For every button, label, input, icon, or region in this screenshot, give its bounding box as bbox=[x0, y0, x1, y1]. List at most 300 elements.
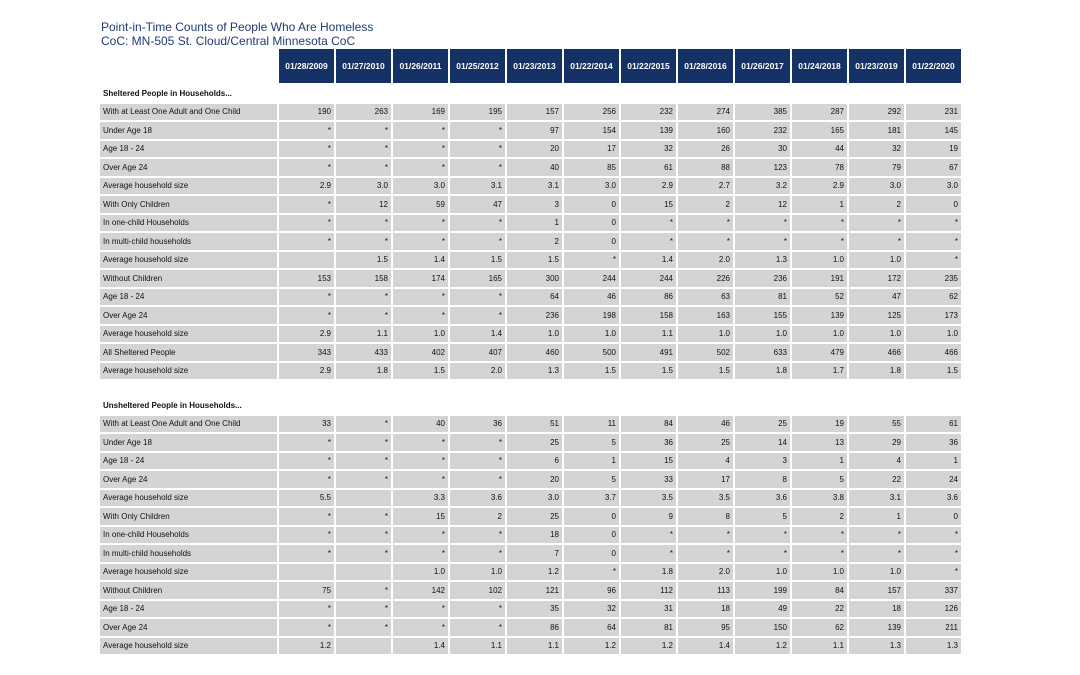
table-cell: 25 bbox=[507, 434, 562, 451]
row-label: Without Children bbox=[100, 270, 277, 287]
table-cell: 198 bbox=[564, 307, 619, 324]
table-cell: 3.6 bbox=[906, 490, 961, 507]
table-cell: 2.9 bbox=[279, 178, 334, 195]
table-cell: 633 bbox=[735, 344, 790, 361]
table-cell: 18 bbox=[849, 601, 904, 618]
table-cell: * bbox=[678, 215, 733, 232]
table-cell: 46 bbox=[564, 289, 619, 306]
table-cell: 62 bbox=[906, 289, 961, 306]
table-cell bbox=[279, 252, 334, 269]
table-cell: 64 bbox=[564, 619, 619, 636]
table-cell: 3.5 bbox=[678, 490, 733, 507]
table-cell: 32 bbox=[621, 141, 676, 158]
table-cell: 1.1 bbox=[336, 326, 391, 343]
table-cell: 199 bbox=[735, 582, 790, 599]
table-cell: 337 bbox=[906, 582, 961, 599]
table-cell: 35 bbox=[507, 601, 562, 618]
table-cell: 1.4 bbox=[621, 252, 676, 269]
table-cell: 3.5 bbox=[621, 490, 676, 507]
table-cell: * bbox=[393, 601, 448, 618]
table-cell: * bbox=[279, 453, 334, 470]
row-label: With Only Children bbox=[100, 196, 277, 213]
table-row bbox=[100, 141, 961, 158]
section-spacer bbox=[100, 381, 961, 395]
table-cell: 2 bbox=[678, 196, 733, 213]
table-cell: 1.0 bbox=[564, 326, 619, 343]
table-cell: 22 bbox=[849, 471, 904, 488]
table-cell: 3.0 bbox=[906, 178, 961, 195]
table-cell: 17 bbox=[678, 471, 733, 488]
table-cell: * bbox=[393, 289, 448, 306]
table-cell: 19 bbox=[906, 141, 961, 158]
table-cell: 172 bbox=[849, 270, 904, 287]
table-cell: 1.3 bbox=[507, 363, 562, 380]
table-cell: 500 bbox=[564, 344, 619, 361]
table-cell: 139 bbox=[792, 307, 847, 324]
table-cell: * bbox=[336, 471, 391, 488]
table-cell: * bbox=[564, 564, 619, 581]
table-cell: 1.0 bbox=[393, 326, 448, 343]
table-cell: 5 bbox=[564, 434, 619, 451]
table-cell: * bbox=[279, 289, 334, 306]
table-cell: 150 bbox=[735, 619, 790, 636]
table-cell: * bbox=[336, 159, 391, 176]
table-cell: * bbox=[678, 233, 733, 250]
table-cell: * bbox=[279, 307, 334, 324]
table-cell: 263 bbox=[336, 104, 391, 121]
table-cell: 3.2 bbox=[735, 178, 790, 195]
table-row bbox=[100, 601, 961, 618]
row-label: Average household size bbox=[100, 178, 277, 195]
table-cell: * bbox=[393, 122, 448, 139]
table-cell: 1.2 bbox=[507, 564, 562, 581]
row-label: In multi-child households bbox=[100, 545, 277, 562]
table-cell: 385 bbox=[735, 104, 790, 121]
table-cell: 502 bbox=[678, 344, 733, 361]
row-label: Under Age 18 bbox=[100, 122, 277, 139]
table-cell: 0 bbox=[564, 527, 619, 544]
table-cell: 1 bbox=[507, 215, 562, 232]
column-header-date: 01/26/2011 bbox=[393, 49, 448, 83]
table-cell: 3.6 bbox=[450, 490, 505, 507]
table-cell: 0 bbox=[564, 215, 619, 232]
table-row bbox=[100, 307, 961, 324]
table-cell: 1.3 bbox=[849, 638, 904, 655]
table-cell: 191 bbox=[792, 270, 847, 287]
table-cell: 1.0 bbox=[450, 564, 505, 581]
table-cell: 4 bbox=[849, 453, 904, 470]
table-cell: 17 bbox=[564, 141, 619, 158]
table-cell: * bbox=[450, 545, 505, 562]
table-cell: * bbox=[621, 545, 676, 562]
table-cell: 1.5 bbox=[906, 363, 961, 380]
table-cell: 61 bbox=[906, 416, 961, 433]
section-heading-row bbox=[100, 397, 961, 414]
column-header-date: 01/25/2012 bbox=[450, 49, 505, 83]
table-cell: * bbox=[393, 307, 448, 324]
table-cell: 163 bbox=[678, 307, 733, 324]
row-label: Over Age 24 bbox=[100, 619, 277, 636]
table-cell: * bbox=[906, 564, 961, 581]
table-cell: * bbox=[735, 233, 790, 250]
table-cell: 154 bbox=[564, 122, 619, 139]
table-cell: 88 bbox=[678, 159, 733, 176]
table-cell: 32 bbox=[849, 141, 904, 158]
table-cell: 95 bbox=[678, 619, 733, 636]
table-cell: 236 bbox=[507, 307, 562, 324]
table-cell: 1 bbox=[792, 453, 847, 470]
table-cell: * bbox=[336, 122, 391, 139]
table-cell: * bbox=[279, 545, 334, 562]
table-cell: * bbox=[621, 527, 676, 544]
row-label: All Sheltered People bbox=[100, 344, 277, 361]
report-subtitle: CoC: MN-505 St. Cloud/Central Minnesota CoC bbox=[101, 34, 356, 48]
table-cell: 3.0 bbox=[393, 178, 448, 195]
row-label: Without Children bbox=[100, 582, 277, 599]
table-cell: 2.7 bbox=[678, 178, 733, 195]
table-row bbox=[100, 215, 961, 232]
table-cell: 139 bbox=[849, 619, 904, 636]
header-corner bbox=[100, 49, 277, 83]
table-cell: * bbox=[450, 141, 505, 158]
table-cell: 3.6 bbox=[735, 490, 790, 507]
table-cell: 3.0 bbox=[849, 178, 904, 195]
row-label: Age 18 - 24 bbox=[100, 141, 277, 158]
table-cell: * bbox=[336, 508, 391, 525]
table-cell: * bbox=[279, 141, 334, 158]
table-cell: 300 bbox=[507, 270, 562, 287]
table-cell: 6 bbox=[507, 453, 562, 470]
table-cell: * bbox=[450, 453, 505, 470]
table-cell: * bbox=[393, 527, 448, 544]
table-cell: 211 bbox=[906, 619, 961, 636]
date-header-row bbox=[100, 49, 961, 83]
table-row bbox=[100, 159, 961, 176]
table-cell bbox=[336, 564, 391, 581]
table-cell: 8 bbox=[735, 471, 790, 488]
table-cell bbox=[336, 490, 391, 507]
table-cell: * bbox=[849, 527, 904, 544]
table-cell: * bbox=[450, 527, 505, 544]
column-header-date: 01/22/2015 bbox=[621, 49, 676, 83]
table-cell: 121 bbox=[507, 582, 562, 599]
table-cell: 63 bbox=[678, 289, 733, 306]
table-cell: 123 bbox=[735, 159, 790, 176]
table-cell: 274 bbox=[678, 104, 733, 121]
table-row bbox=[100, 471, 961, 488]
table-cell: 1.0 bbox=[849, 326, 904, 343]
table-cell: 67 bbox=[906, 159, 961, 176]
column-header-date: 01/24/2018 bbox=[792, 49, 847, 83]
table-cell: 102 bbox=[450, 582, 505, 599]
table-cell: * bbox=[450, 601, 505, 618]
table-row bbox=[100, 196, 961, 213]
table-cell: * bbox=[336, 233, 391, 250]
row-label: Average household size bbox=[100, 490, 277, 507]
table-cell: 226 bbox=[678, 270, 733, 287]
table-cell: 1.2 bbox=[735, 638, 790, 655]
table-cell: * bbox=[621, 215, 676, 232]
row-label: Over Age 24 bbox=[100, 159, 277, 176]
table-cell: * bbox=[735, 545, 790, 562]
table-cell: 292 bbox=[849, 104, 904, 121]
table-cell: 112 bbox=[621, 582, 676, 599]
table-cell: 86 bbox=[621, 289, 676, 306]
table-cell: 3.3 bbox=[393, 490, 448, 507]
table-cell: 460 bbox=[507, 344, 562, 361]
table-cell: * bbox=[279, 508, 334, 525]
table-cell: 491 bbox=[621, 344, 676, 361]
table-cell: * bbox=[279, 196, 334, 213]
table-cell: * bbox=[279, 215, 334, 232]
table-cell: 29 bbox=[849, 434, 904, 451]
table-cell: * bbox=[393, 471, 448, 488]
table-cell: 343 bbox=[279, 344, 334, 361]
table-cell: * bbox=[906, 545, 961, 562]
table-cell: * bbox=[279, 471, 334, 488]
table-cell: * bbox=[450, 307, 505, 324]
table-cell: 13 bbox=[792, 434, 847, 451]
table-cell: 1.4 bbox=[678, 638, 733, 655]
table-cell: 236 bbox=[735, 270, 790, 287]
section-heading-row bbox=[100, 85, 961, 102]
row-label: Average household size bbox=[100, 326, 277, 343]
table-cell: 2.0 bbox=[678, 252, 733, 269]
table-cell: * bbox=[393, 141, 448, 158]
table-cell: * bbox=[279, 619, 334, 636]
row-label: Over Age 24 bbox=[100, 307, 277, 324]
table-row bbox=[100, 638, 961, 655]
table-cell: 2.9 bbox=[279, 326, 334, 343]
table-cell: 1.5 bbox=[678, 363, 733, 380]
table-row bbox=[100, 344, 961, 361]
table-cell: 1 bbox=[906, 453, 961, 470]
table-row bbox=[100, 289, 961, 306]
table-cell: * bbox=[450, 434, 505, 451]
table-cell: * bbox=[849, 233, 904, 250]
table-cell: 36 bbox=[621, 434, 676, 451]
table-cell: 25 bbox=[735, 416, 790, 433]
table-cell: * bbox=[792, 215, 847, 232]
table-cell: * bbox=[279, 233, 334, 250]
table-cell: 1.5 bbox=[507, 252, 562, 269]
table-cell: 174 bbox=[393, 270, 448, 287]
table-cell: * bbox=[792, 527, 847, 544]
table-row bbox=[100, 453, 961, 470]
row-label: Average household size bbox=[100, 252, 277, 269]
table-cell: 5 bbox=[564, 471, 619, 488]
table-cell: 1.2 bbox=[621, 638, 676, 655]
table-cell: 1.2 bbox=[564, 638, 619, 655]
table-cell: 1.1 bbox=[792, 638, 847, 655]
table-cell: * bbox=[336, 545, 391, 562]
table-cell: 36 bbox=[906, 434, 961, 451]
table-cell: 1.0 bbox=[678, 326, 733, 343]
table-cell: * bbox=[450, 619, 505, 636]
table-cell: 1.5 bbox=[450, 252, 505, 269]
table-cell: * bbox=[678, 527, 733, 544]
column-header-date: 01/27/2010 bbox=[336, 49, 391, 83]
table-cell: * bbox=[393, 619, 448, 636]
table-cell: 1.2 bbox=[279, 638, 334, 655]
table-cell: 1.0 bbox=[735, 326, 790, 343]
table-cell: 1.4 bbox=[450, 326, 505, 343]
table-cell: 3.0 bbox=[564, 178, 619, 195]
table-cell: 433 bbox=[336, 344, 391, 361]
table-cell: * bbox=[336, 453, 391, 470]
table-cell: 81 bbox=[621, 619, 676, 636]
table-cell: 153 bbox=[279, 270, 334, 287]
table-cell: 20 bbox=[507, 471, 562, 488]
table-cell: * bbox=[336, 289, 391, 306]
table-cell: * bbox=[450, 289, 505, 306]
table-cell: 1 bbox=[564, 453, 619, 470]
table-cell: 44 bbox=[792, 141, 847, 158]
report-title: Point-in-Time Counts of People Who Are Homeless bbox=[101, 20, 374, 34]
table-cell: 1.4 bbox=[393, 252, 448, 269]
table-cell: 62 bbox=[792, 619, 847, 636]
table-cell: 3 bbox=[735, 453, 790, 470]
table-cell: 31 bbox=[621, 601, 676, 618]
table-cell: 165 bbox=[450, 270, 505, 287]
table-cell: * bbox=[393, 545, 448, 562]
table-cell: * bbox=[336, 527, 391, 544]
table-cell: * bbox=[849, 545, 904, 562]
table-cell: 51 bbox=[507, 416, 562, 433]
table-cell: 113 bbox=[678, 582, 733, 599]
table-cell: * bbox=[735, 215, 790, 232]
table-row bbox=[100, 270, 961, 287]
table-cell: 402 bbox=[393, 344, 448, 361]
table-cell: 1.1 bbox=[621, 326, 676, 343]
table-cell: 22 bbox=[792, 601, 847, 618]
pit-count-table bbox=[98, 47, 963, 656]
table-cell: 26 bbox=[678, 141, 733, 158]
row-label: Over Age 24 bbox=[100, 471, 277, 488]
table-cell: * bbox=[450, 215, 505, 232]
table-cell: 3.1 bbox=[849, 490, 904, 507]
table-cell: 40 bbox=[393, 416, 448, 433]
table-cell: * bbox=[393, 215, 448, 232]
table-cell: 1.0 bbox=[507, 326, 562, 343]
row-label: Average household size bbox=[100, 564, 277, 581]
table-cell: 12 bbox=[735, 196, 790, 213]
table-cell: 125 bbox=[849, 307, 904, 324]
table-cell: 2.9 bbox=[279, 363, 334, 380]
table-cell: 235 bbox=[906, 270, 961, 287]
table-cell: * bbox=[336, 582, 391, 599]
table-cell: 1 bbox=[792, 196, 847, 213]
table-cell: * bbox=[792, 233, 847, 250]
table-cell: 0 bbox=[564, 508, 619, 525]
table-cell: 2 bbox=[792, 508, 847, 525]
table-cell: 2 bbox=[450, 508, 505, 525]
column-header-date: 01/28/2009 bbox=[279, 49, 334, 83]
table-cell: * bbox=[450, 122, 505, 139]
table-cell: 158 bbox=[621, 307, 676, 324]
report-title-block bbox=[101, 20, 373, 48]
section-spacer-cell bbox=[100, 381, 961, 395]
table-cell: * bbox=[336, 434, 391, 451]
table-cell: 7 bbox=[507, 545, 562, 562]
table-cell: 2 bbox=[507, 233, 562, 250]
table-cell: 1.8 bbox=[336, 363, 391, 380]
table-cell: 55 bbox=[849, 416, 904, 433]
table-cell: * bbox=[336, 416, 391, 433]
table-cell: 33 bbox=[279, 416, 334, 433]
table-row bbox=[100, 122, 961, 139]
column-header-date: 01/23/2013 bbox=[507, 49, 562, 83]
row-label: Average household size bbox=[100, 638, 277, 655]
table-cell: 3.7 bbox=[564, 490, 619, 507]
table-cell: 1.7 bbox=[792, 363, 847, 380]
table-row bbox=[100, 178, 961, 195]
section-heading: Unsheltered People in Households... bbox=[103, 400, 242, 410]
table-cell: * bbox=[279, 159, 334, 176]
table-cell: * bbox=[279, 434, 334, 451]
table-cell: 86 bbox=[507, 619, 562, 636]
table-cell: 32 bbox=[564, 601, 619, 618]
table-row bbox=[100, 619, 961, 636]
table-cell: 0 bbox=[906, 508, 961, 525]
table-cell: 0 bbox=[906, 196, 961, 213]
table-cell: 142 bbox=[393, 582, 448, 599]
table-cell: 126 bbox=[906, 601, 961, 618]
table-cell: 2 bbox=[849, 196, 904, 213]
table-cell: * bbox=[450, 471, 505, 488]
table-cell: * bbox=[450, 233, 505, 250]
table-cell: 1.4 bbox=[393, 638, 448, 655]
table-cell: 64 bbox=[507, 289, 562, 306]
table-cell: 1.0 bbox=[849, 252, 904, 269]
table-cell: 47 bbox=[849, 289, 904, 306]
table-cell: 25 bbox=[507, 508, 562, 525]
table-cell: 12 bbox=[336, 196, 391, 213]
table-cell: 15 bbox=[393, 508, 448, 525]
table-cell: 256 bbox=[564, 104, 619, 121]
table-row bbox=[100, 363, 961, 380]
table-cell: 158 bbox=[336, 270, 391, 287]
table-cell: * bbox=[336, 601, 391, 618]
table-cell: * bbox=[564, 252, 619, 269]
table-cell: 61 bbox=[621, 159, 676, 176]
table-row bbox=[100, 434, 961, 451]
table-cell: 157 bbox=[507, 104, 562, 121]
table-cell: 84 bbox=[792, 582, 847, 599]
table-cell: 1.0 bbox=[849, 564, 904, 581]
table-cell: 232 bbox=[621, 104, 676, 121]
table-cell: 3.1 bbox=[450, 178, 505, 195]
table-cell: 231 bbox=[906, 104, 961, 121]
section-heading: Sheltered People in Households... bbox=[103, 88, 232, 98]
table-cell: 1.3 bbox=[735, 252, 790, 269]
table-row bbox=[100, 326, 961, 343]
table-cell: * bbox=[906, 252, 961, 269]
table-cell: 3.8 bbox=[792, 490, 847, 507]
table-cell: 1.0 bbox=[906, 326, 961, 343]
column-header-date: 01/22/2014 bbox=[564, 49, 619, 83]
table-row bbox=[100, 233, 961, 250]
table-cell: 18 bbox=[507, 527, 562, 544]
table-cell: 20 bbox=[507, 141, 562, 158]
row-label: Age 18 - 24 bbox=[100, 453, 277, 470]
table-cell: * bbox=[279, 527, 334, 544]
table-row bbox=[100, 564, 961, 581]
column-header-date: 01/23/2019 bbox=[849, 49, 904, 83]
table-cell: 18 bbox=[678, 601, 733, 618]
table-cell: 96 bbox=[564, 582, 619, 599]
table-row bbox=[100, 527, 961, 544]
